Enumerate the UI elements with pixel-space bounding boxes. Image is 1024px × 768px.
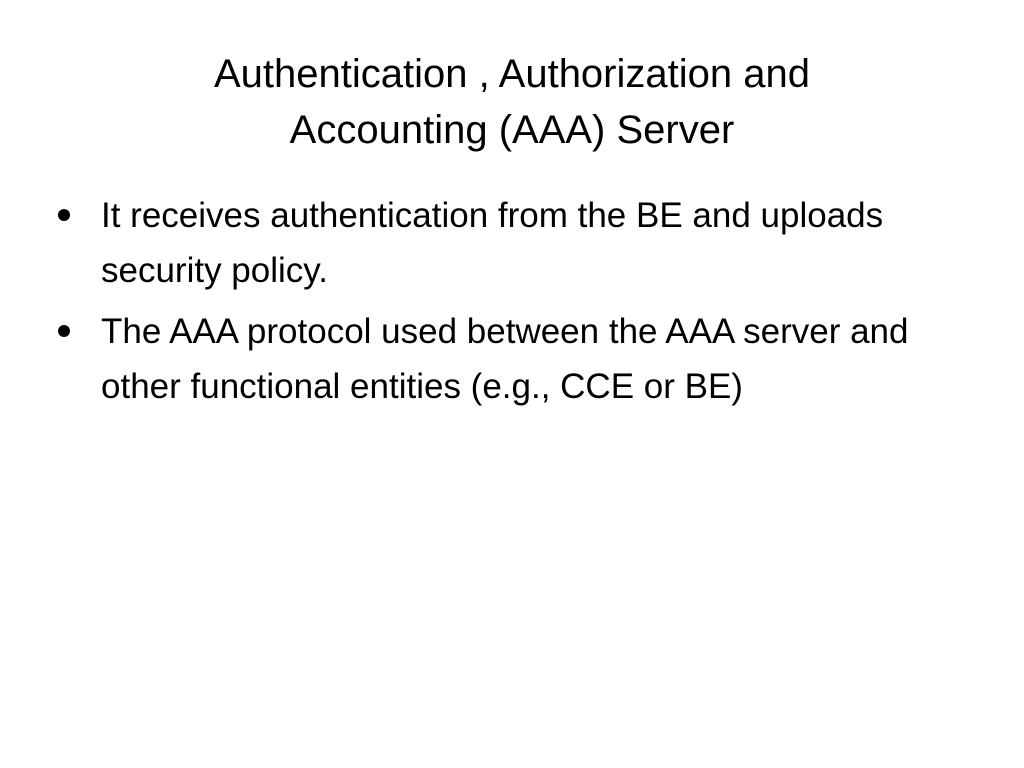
bullet-text: The AAA protocol used between the AAA server and other functional entities (e.g., CCE or BE): [101, 312, 909, 406]
bullet-dot-icon: [58, 209, 70, 221]
bullet-item: [54, 188, 954, 298]
bullet-item: [54, 304, 954, 414]
bullet-dot-icon: [58, 325, 70, 337]
title-line-1: Authentication , Authorization and: [214, 52, 810, 96]
bullet-list: [54, 188, 954, 420]
bullet-text: It receives authentication from the BE and uploads security policy.: [101, 196, 884, 290]
title-line-2: Accounting (AAA) Server: [289, 108, 735, 152]
slide-title: [110, 46, 914, 158]
